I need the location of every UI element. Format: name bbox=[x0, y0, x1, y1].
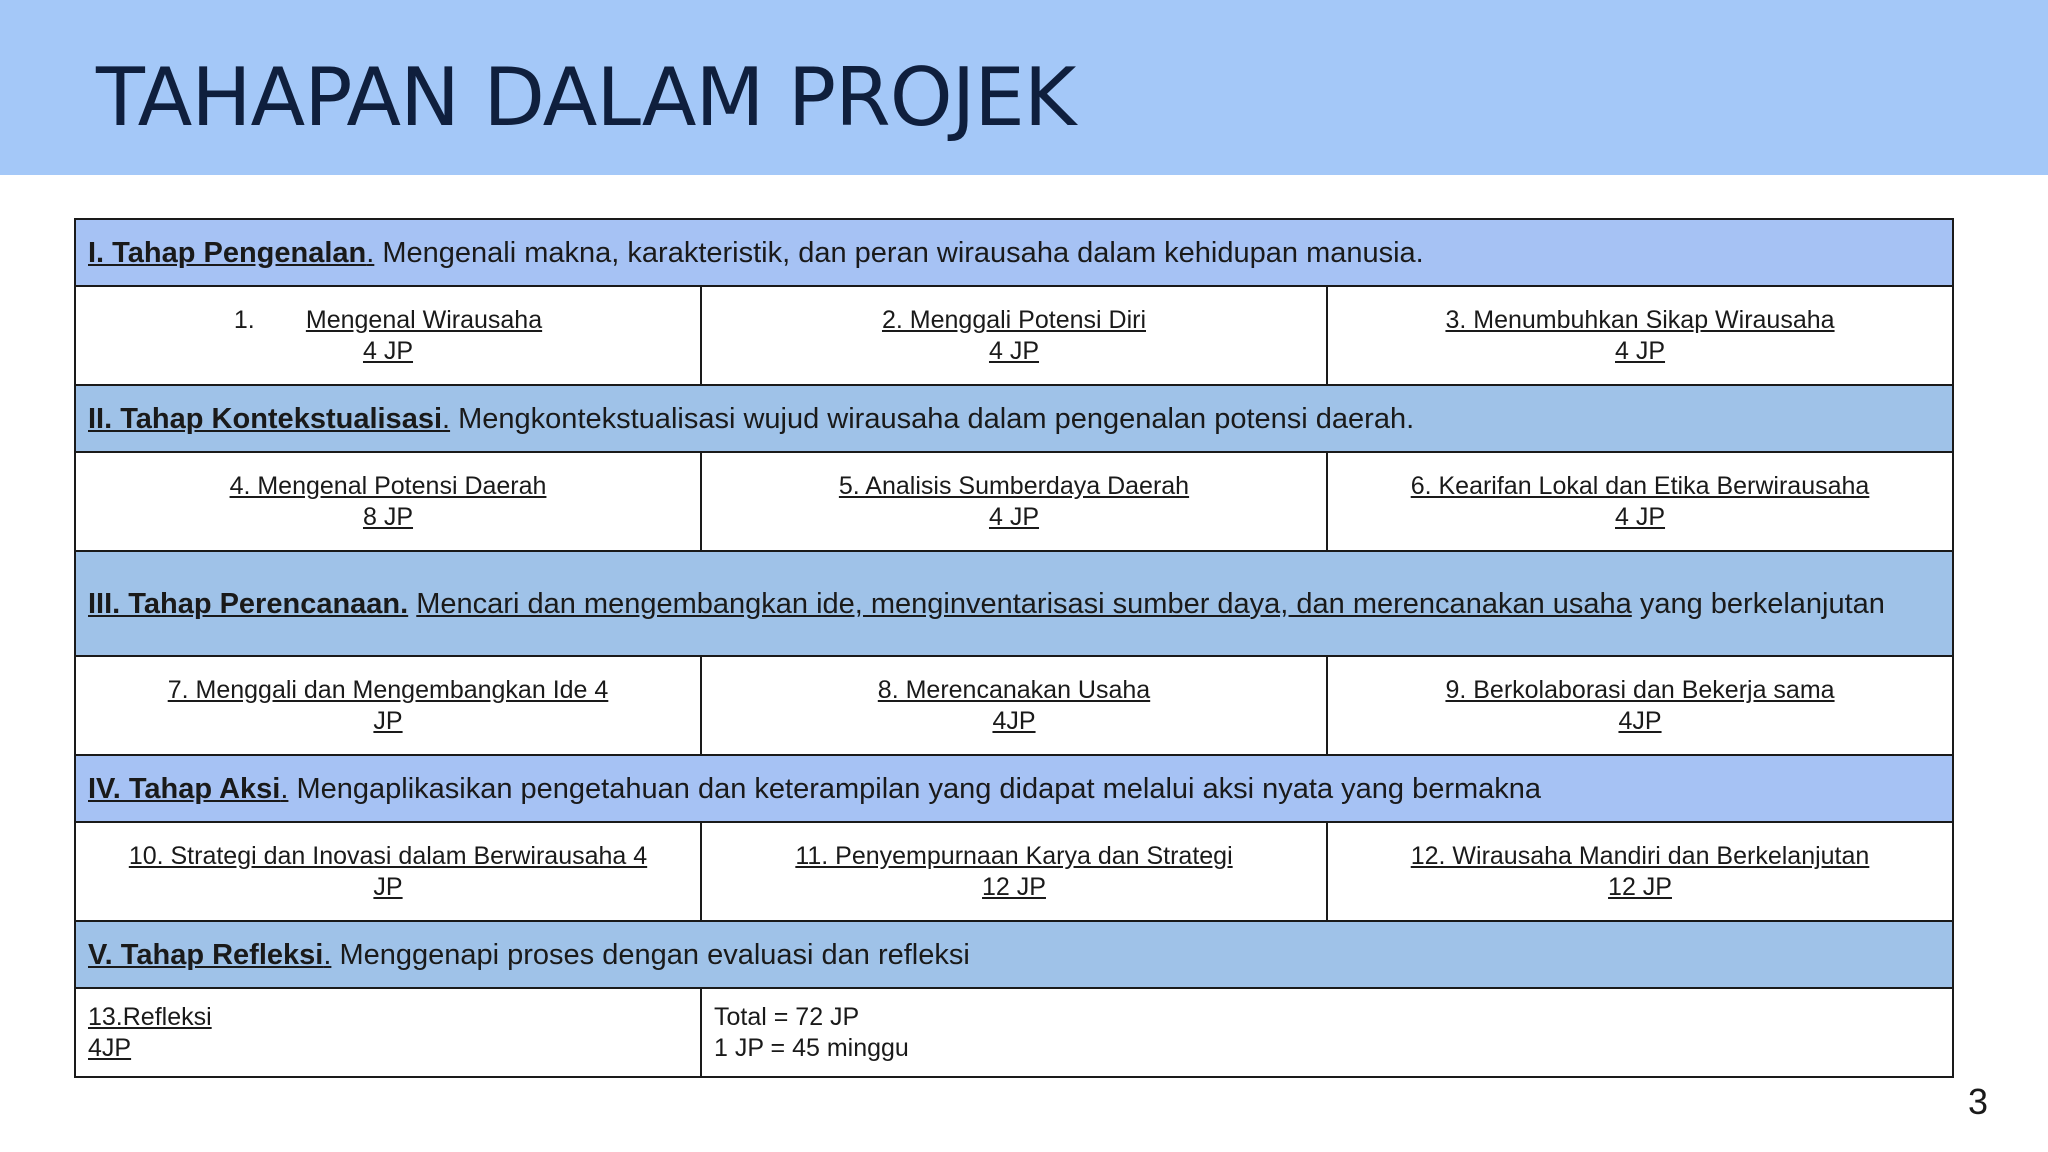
stage-header: II. Tahap Kontekstualisasi. Mengkontekstualisasi wujud wirausaha dalam pengenalan potensi daerah. bbox=[75, 385, 1953, 452]
stage-name: V. Tahap Refleksi bbox=[88, 938, 324, 971]
topic-title: Mengenal Wirausaha bbox=[305, 305, 543, 334]
topic-cell bbox=[701, 452, 1327, 551]
stage-description: Mengenali makna, karakteristik, dan peran wirausaha dalam kehidupan manusia. bbox=[382, 236, 1424, 269]
topic-title: 9. Berkolaborasi dan Bekerja sama bbox=[1445, 675, 1835, 704]
topic-jp: 4 JP bbox=[988, 336, 1040, 365]
topic-jp: JP bbox=[373, 706, 403, 735]
topic-cell bbox=[75, 656, 701, 755]
topic-title: 8. Merencanakan Usaha bbox=[877, 675, 1151, 704]
stage-row-perencanaan bbox=[75, 551, 1953, 656]
stage-row-aksi bbox=[75, 755, 1953, 822]
stage-row-pengenalan bbox=[75, 219, 1953, 286]
topic-jp: 12 JP bbox=[982, 872, 1046, 901]
topic-jp: 4 JP bbox=[1615, 502, 1666, 531]
stage-description: Mencari dan mengembangkan ide, menginventarisasi sumber daya, dan merencanakan usaha bbox=[416, 587, 1632, 620]
topic-cell bbox=[701, 286, 1327, 385]
topic-jp: 4 JP bbox=[988, 502, 1040, 531]
topic-cell bbox=[75, 822, 701, 921]
topic-cell bbox=[75, 452, 701, 551]
topic-cell bbox=[701, 822, 1327, 921]
topic-title: 5. Analisis Sumberdaya Daerah bbox=[838, 471, 1190, 500]
topic-jp: 4 JP bbox=[362, 336, 414, 365]
jp-conversion: 1 JP = 45 minggu bbox=[714, 1033, 909, 1062]
stage-description: Mengkontekstualisasi wujud wirausaha dalam pengenalan potensi daerah. bbox=[458, 402, 1415, 435]
stage-name: IV. Tahap Aksi bbox=[88, 772, 281, 805]
topic-jp: 4JP bbox=[88, 1033, 132, 1062]
stage-row-kontekstualisasi bbox=[75, 385, 1953, 452]
topic-title: 13.Refleksi bbox=[88, 1002, 212, 1031]
topic-cell bbox=[1327, 452, 1953, 551]
stage-name: I. Tahap Pengenalan bbox=[88, 236, 367, 269]
project-stages-table bbox=[74, 218, 1954, 1078]
topic-row-kontekstualisasi bbox=[75, 452, 1953, 551]
slide-title: TAHAPAN DALAM PROJEK bbox=[96, 51, 1076, 144]
stage-header: IV. Tahap Aksi. Mengaplikasikan pengetahuan dan keterampilan yang didapat melalui aksi nyata yang bermakna bbox=[75, 755, 1953, 822]
topic-title: 11. Penyempurnaan Karya dan Strategi bbox=[795, 841, 1233, 870]
topic-cell bbox=[75, 286, 701, 385]
stage-header bbox=[75, 551, 1953, 656]
topic-title: 7. Menggali dan Mengembangkan Ide 4 bbox=[167, 675, 609, 704]
topic-jp: 4 JP bbox=[1615, 336, 1666, 365]
topic-row-perencanaan bbox=[75, 656, 1953, 755]
topic-row-aksi bbox=[75, 822, 1953, 921]
topic-title: 4. Mengenal Potensi Daerah bbox=[229, 471, 547, 500]
topic-title: 6. Kearifan Lokal dan Etika Berwirausaha bbox=[1410, 471, 1870, 500]
stage-row-refleksi bbox=[75, 921, 1953, 988]
topic-cell bbox=[75, 988, 701, 1077]
total-jp: Total = 72 JP bbox=[714, 1002, 860, 1031]
topic-jp: 4JP bbox=[1618, 706, 1662, 735]
topic-jp: 8 JP bbox=[362, 502, 414, 531]
stage-description: Menggenapi proses dengan evaluasi dan refleksi bbox=[339, 938, 970, 971]
page-number: 3 bbox=[1968, 1081, 1989, 1122]
topic-row-refleksi bbox=[75, 988, 1953, 1077]
topic-cell bbox=[1327, 656, 1953, 755]
topic-jp: 4JP bbox=[992, 706, 1036, 735]
topic-number: 1. bbox=[233, 305, 255, 334]
summary-cell bbox=[701, 988, 1953, 1077]
topic-jp: 12 JP bbox=[1608, 872, 1672, 901]
topic-title: 10. Strategi dan Inovasi dalam Berwirausaha 4 bbox=[128, 841, 648, 870]
topic-cell bbox=[701, 656, 1327, 755]
topic-cell bbox=[1327, 822, 1953, 921]
stage-description-rest: yang berkelanjutan bbox=[1639, 587, 1885, 620]
topic-title: 2. Menggali Potensi Diri bbox=[881, 305, 1146, 334]
topic-title: 3. Menumbuhkan Sikap Wirausaha bbox=[1445, 305, 1835, 334]
topic-title: 12. Wirausaha Mandiri dan Berkelanjutan bbox=[1410, 841, 1870, 870]
topic-cell bbox=[1327, 286, 1953, 385]
topic-jp: JP bbox=[373, 872, 403, 901]
stage-name: III. Tahap Perencanaan. bbox=[88, 587, 409, 620]
topic-row-pengenalan bbox=[75, 286, 1953, 385]
stage-name: II. Tahap Kontekstualisasi bbox=[88, 402, 443, 435]
stage-header: V. Tahap Refleksi. Menggenapi proses dengan evaluasi dan refleksi bbox=[75, 921, 1953, 988]
stage-header: I. Tahap Pengenalan. Mengenali makna, karakteristik, dan peran wirausaha dalam kehidupan manusia. bbox=[75, 219, 1953, 286]
stage-description: Mengaplikasikan pengetahuan dan keterampilan yang didapat melalui aksi nyata yang bermakna bbox=[296, 772, 1542, 805]
